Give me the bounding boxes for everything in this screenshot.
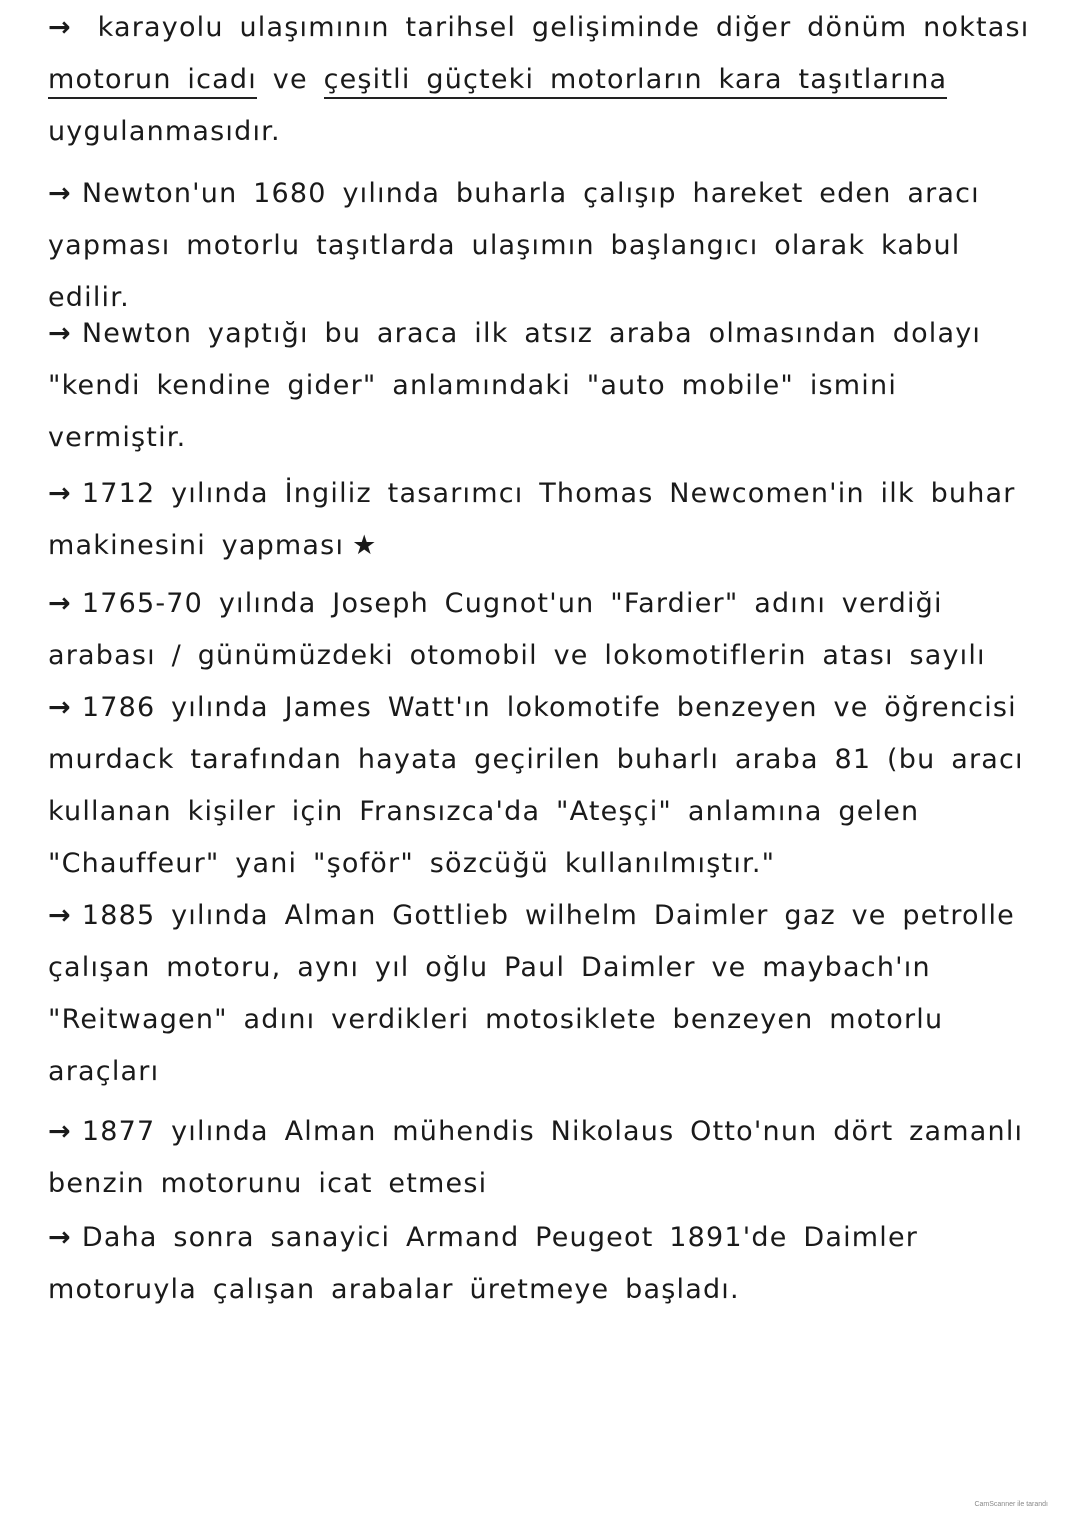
paragraph-text: 1712 yılında İngiliz tasarımcı Thomas Newcomen'in ilk buhar makinesini yapması <box>48 478 1016 561</box>
arrow-icon: → <box>48 1116 72 1147</box>
paragraph-1 <box>48 2 1043 158</box>
arrow-icon: → <box>48 692 72 723</box>
paragraph-4 <box>48 468 1043 572</box>
paragraph-9 <box>48 1212 1043 1316</box>
arrow-icon: → <box>48 588 72 619</box>
paragraph-text: 1877 yılında Alman mühendis Nikolaus Otto'nun dört zamanlı benzin motorunu icat etmesi <box>48 1116 1024 1199</box>
scanner-watermark: CamScanner ile tarandı <box>974 1501 1048 1508</box>
paragraph-text: Newton yaptığı bu araca ilk atsız araba olmasından dolayı "kendi kendine gider" anlamındaki "auto mobile" ismini vermiştir. <box>48 318 982 453</box>
paragraph-6 <box>48 682 1043 890</box>
arrow-icon: → <box>48 478 72 509</box>
paragraph-text: 1765-70 yılında Joseph Cugnot'un "Fardier" adını verdiği arabası / günümüzdeki otomobil ve lokomotiflerin atası sayılı <box>48 588 986 671</box>
paragraph-8 <box>48 1106 1043 1210</box>
paragraph-7 <box>48 890 1043 1098</box>
arrow-icon: → <box>48 318 72 349</box>
paragraph-3 <box>48 308 1043 464</box>
arrow-icon: → <box>48 900 72 931</box>
paragraph-5 <box>48 578 1043 682</box>
paragraph-text: uygulanmasıdır. <box>48 116 281 147</box>
paragraph-text: karayolu ulaşımının tarihsel gelişiminde diğer dönüm noktası <box>97 12 1030 43</box>
arrow-icon: → <box>48 12 72 43</box>
star-mark-icon: ★ <box>352 530 378 561</box>
underlined-phrase: motorun icadı <box>48 64 257 99</box>
paragraph-text: Newton'un 1680 yılında buharla çalışıp hareket eden aracı yapması motorlu taşıtlarda ulaşımın başlangıcı olarak kabul edilir. <box>48 178 980 313</box>
arrow-icon: → <box>48 1222 72 1253</box>
paragraph-text: Daha sonra sanayici Armand Peugeot 1891'de Daimler motoruyla çalışan arabalar üretmeye başladı. <box>48 1222 919 1305</box>
paragraph-text: ve <box>272 64 308 95</box>
paragraph-2 <box>48 168 1043 324</box>
paragraph-text: 1786 yılında James Watt'ın lokomotife benzeyen ve öğrencisi murdack tarafından hayata geçirilen buharlı araba 81 (bu aracı kullanan kişiler için Fransızca'da "Ateşçi" anlamına gelen "Chauffeur" yani "şoför" sözcüğü kullanılmıştır." <box>48 692 1024 879</box>
underlined-phrase: çeşitli güçteki motorların kara taşıtlarına <box>324 64 948 99</box>
paragraph-text: 1885 yılında Alman Gottlieb wilhelm Daimler gaz ve petrolle çalışan motoru, aynı yıl oğlu Paul Daimler ve maybach'ın "Reitwagen" adını verdikleri motosiklete benzeyen motorlu araçları <box>48 900 1015 1087</box>
arrow-icon: → <box>48 178 72 209</box>
